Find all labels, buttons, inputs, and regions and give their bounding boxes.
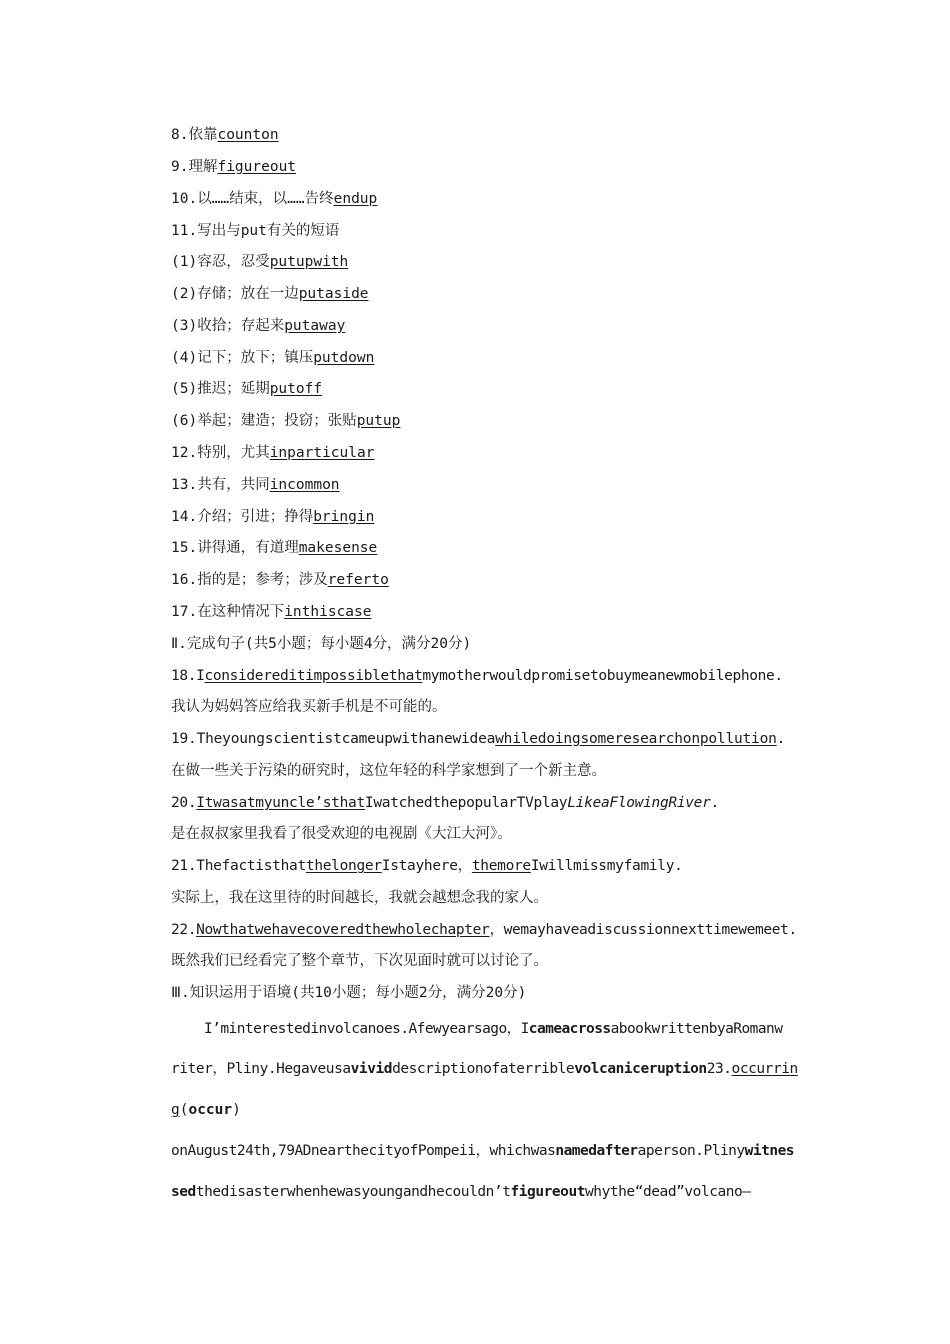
list-item: 11.写出与put有关的短语 bbox=[171, 223, 340, 239]
list-item: (2)存储；放在一边putaside bbox=[171, 286, 369, 302]
list-item: 14.介绍；引进；挣得bringin bbox=[171, 509, 375, 525]
sentence-item: 18.Iconsidereditimpossiblethatmymotherwouldpromisetobuymeanewmobilephone. bbox=[171, 668, 783, 684]
passage-line: riter，Pliny.Hegaveusavividdescriptionofaterriblevolcaniceruption23.occurrin bbox=[171, 1061, 798, 1077]
passage-line: g(occur) bbox=[171, 1102, 241, 1118]
sentence-item: 19.Theyoungscientistcameupwithanewideawhiledoingsomeresearchonpollution. bbox=[171, 731, 786, 747]
list-item: (1)容忍，忍受putupwith bbox=[171, 254, 349, 270]
translation: 既然我们已经看完了整个章节，下次见面时就可以讨论了。 bbox=[171, 953, 548, 969]
list-item: (6)举起；建造；投窃；张贴putup bbox=[171, 413, 401, 429]
translation: 我认为妈妈答应给我买新手机是不可能的。 bbox=[171, 699, 447, 715]
passage-line: onAugust24th,79ADnearthecityofPompeii，whichwasnamedafteraperson.Plinywitnes bbox=[171, 1143, 795, 1159]
list-item: (4)记下；放下；镇压putdown bbox=[171, 350, 375, 366]
list-item: 13.共有，共同incommon bbox=[171, 477, 340, 493]
list-item: 16.指的是；参考；涉及referto bbox=[171, 572, 389, 588]
sentence-item: 20.Itwasatmyuncle’sthatIwatchedthepopularTVplayLikeaFlowingRiver. bbox=[171, 795, 719, 811]
list-item: (5)推迟；延期putoff bbox=[171, 381, 323, 397]
sentence-item: 22.Nowthatwehavecoveredthewholechapter，wemayhaveadiscussionnexttimewemeet. bbox=[171, 922, 797, 938]
list-item: 15.讲得通，有道理makesense bbox=[171, 540, 378, 556]
sentence-item: 21.ThefactisthatthelongerIstayhere，themoreIwillmissmyfamily. bbox=[171, 858, 683, 874]
section-heading: Ⅱ.完成句子(共5小题；每小题4分，满分20分) bbox=[171, 636, 472, 652]
list-item: (3)收拾；存起来putaway bbox=[171, 318, 346, 334]
list-item: 10.以……结束，以……告终endup bbox=[171, 191, 378, 207]
list-item: 8.依靠counton bbox=[171, 127, 279, 143]
passage-line: sedthedisasterwhenhewasyoungandhecouldn’tfigureoutwhythe“dead”volcano— bbox=[171, 1184, 751, 1200]
translation: 实际上，我在这里待的时间越长，我就会越想念我的家人。 bbox=[171, 890, 548, 906]
list-item: 17.在这种情况下inthiscase bbox=[171, 604, 372, 620]
translation: 是在叔叔家里我看了很受欢迎的电视剧《大江大河》。 bbox=[171, 826, 512, 842]
translation: 在做一些关于污染的研究时，这位年轻的科学家想到了一个新主意。 bbox=[171, 763, 606, 779]
list-item: 9.理解figureout bbox=[171, 159, 297, 175]
section-heading: Ⅲ.知识运用于语境(共10小题；每小题2分，满分20分) bbox=[171, 985, 527, 1001]
passage-line: I’minterestedinvolcanoes.Afewyearsago，IcameacrossabookwrittenbyaRomanw bbox=[204, 1021, 783, 1037]
list-item: 12.特别，尤其inparticular bbox=[171, 445, 375, 461]
